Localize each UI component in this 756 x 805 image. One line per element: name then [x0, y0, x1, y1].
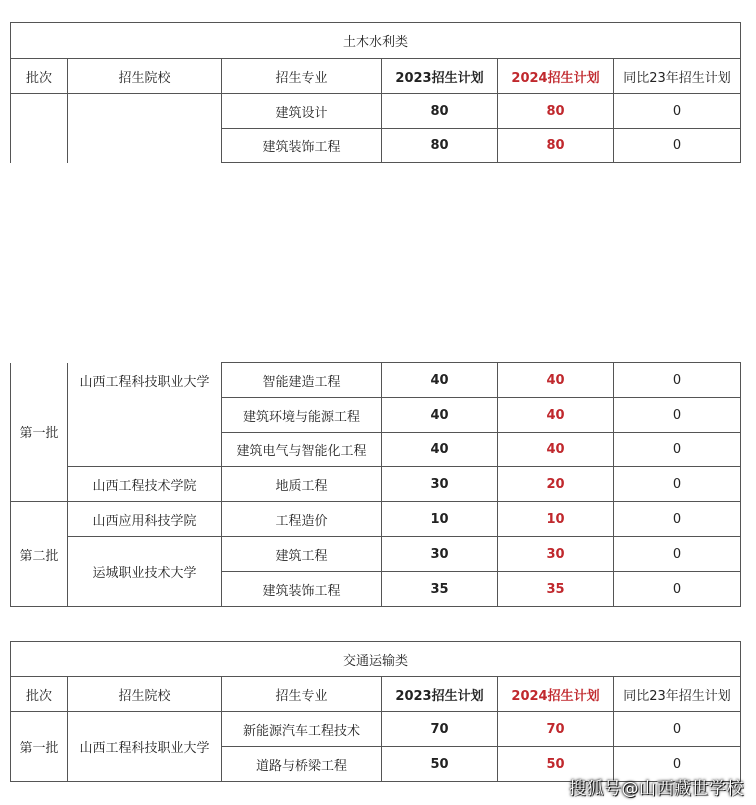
plan-2023-cell: 30	[382, 467, 498, 502]
yoy-cell: 0	[614, 129, 741, 163]
school-cell: 运城职业技术大学	[68, 537, 222, 607]
batch-cell: 第二批	[11, 502, 68, 607]
plan-2023-cell: 40	[382, 363, 498, 398]
major-cell: 建筑装饰工程	[222, 129, 382, 163]
table-row	[11, 502, 741, 537]
header-school: 招生院校	[68, 59, 222, 94]
header-yoy: 同比23年招生计划	[614, 59, 741, 94]
plan-2023-cell: 10	[382, 502, 498, 537]
header-school: 招生院校	[68, 677, 222, 712]
table-civil-engineering-continued	[10, 362, 741, 607]
table-row	[11, 467, 741, 502]
header-batch: 批次	[11, 59, 68, 94]
watermark: 搜狐号@山西藏世学校	[569, 779, 744, 799]
major-cell: 工程造价	[222, 502, 382, 537]
plan-2024-cell: 80	[498, 129, 614, 163]
table-row	[11, 537, 741, 572]
plan-2024-cell: 10	[498, 502, 614, 537]
yoy-cell: 0	[614, 747, 741, 782]
plan-2023-cell: 80	[382, 94, 498, 129]
table-title: 土木水利类	[11, 23, 741, 59]
yoy-cell: 0	[614, 502, 741, 537]
plan-2024-cell: 70	[498, 712, 614, 747]
table-transportation	[10, 641, 741, 782]
plan-2024-cell: 40	[498, 398, 614, 433]
major-cell: 地质工程	[222, 467, 382, 502]
yoy-cell: 0	[614, 433, 741, 467]
plan-2024-cell: 40	[498, 363, 614, 398]
header-plan-2024: 2024招生计划	[498, 677, 614, 712]
plan-2024-cell: 35	[498, 572, 614, 607]
plan-2023-cell: 50	[382, 747, 498, 782]
school-cell: 山西工程技术学院	[68, 467, 222, 502]
plan-2023-cell: 80	[382, 129, 498, 163]
header-batch: 批次	[11, 677, 68, 712]
plan-2024-cell: 40	[498, 433, 614, 467]
plan-2024-cell: 80	[498, 94, 614, 129]
school-cell: 山西工程科技职业大学	[68, 363, 222, 467]
header-plan-2023: 2023招生计划	[382, 677, 498, 712]
major-cell: 建筑工程	[222, 537, 382, 572]
major-cell: 智能建造工程	[222, 363, 382, 398]
table-title: 交通运输类	[11, 642, 741, 677]
major-cell: 建筑装饰工程	[222, 572, 382, 607]
plan-2023-cell: 40	[382, 433, 498, 467]
school-cell: 山西应用科技学院	[68, 502, 222, 537]
yoy-cell: 0	[614, 712, 741, 747]
header-yoy: 同比23年招生计划	[614, 677, 741, 712]
yoy-cell: 0	[614, 94, 741, 129]
major-cell: 道路与桥梁工程	[222, 747, 382, 782]
yoy-cell: 0	[614, 572, 741, 607]
plan-2024-cell: 20	[498, 467, 614, 502]
header-major: 招生专业	[222, 59, 382, 94]
header-plan-2023: 2023招生计划	[382, 59, 498, 94]
yoy-cell: 0	[614, 398, 741, 433]
plan-2024-cell: 30	[498, 537, 614, 572]
plan-2023-cell: 30	[382, 537, 498, 572]
major-cell: 建筑设计	[222, 94, 382, 129]
table-civil-engineering	[10, 22, 741, 163]
batch-cell	[11, 94, 68, 163]
table-row	[11, 712, 741, 747]
yoy-cell: 0	[614, 467, 741, 502]
major-cell: 建筑电气与智能化工程	[222, 433, 382, 467]
major-cell: 建筑环境与能源工程	[222, 398, 382, 433]
plan-2023-cell: 35	[382, 572, 498, 607]
header-major: 招生专业	[222, 677, 382, 712]
plan-2023-cell: 40	[382, 398, 498, 433]
school-cell: 山西工程科技职业大学	[68, 712, 222, 782]
school-cell	[68, 94, 222, 163]
batch-cell: 第一批	[11, 363, 68, 502]
batch-cell: 第一批	[11, 712, 68, 782]
major-cell: 新能源汽车工程技术	[222, 712, 382, 747]
header-plan-2024: 2024招生计划	[498, 59, 614, 94]
yoy-cell: 0	[614, 363, 741, 398]
table-row	[11, 94, 741, 129]
plan-2023-cell: 70	[382, 712, 498, 747]
yoy-cell: 0	[614, 537, 741, 572]
plan-2024-cell: 50	[498, 747, 614, 782]
table-row	[11, 363, 741, 398]
